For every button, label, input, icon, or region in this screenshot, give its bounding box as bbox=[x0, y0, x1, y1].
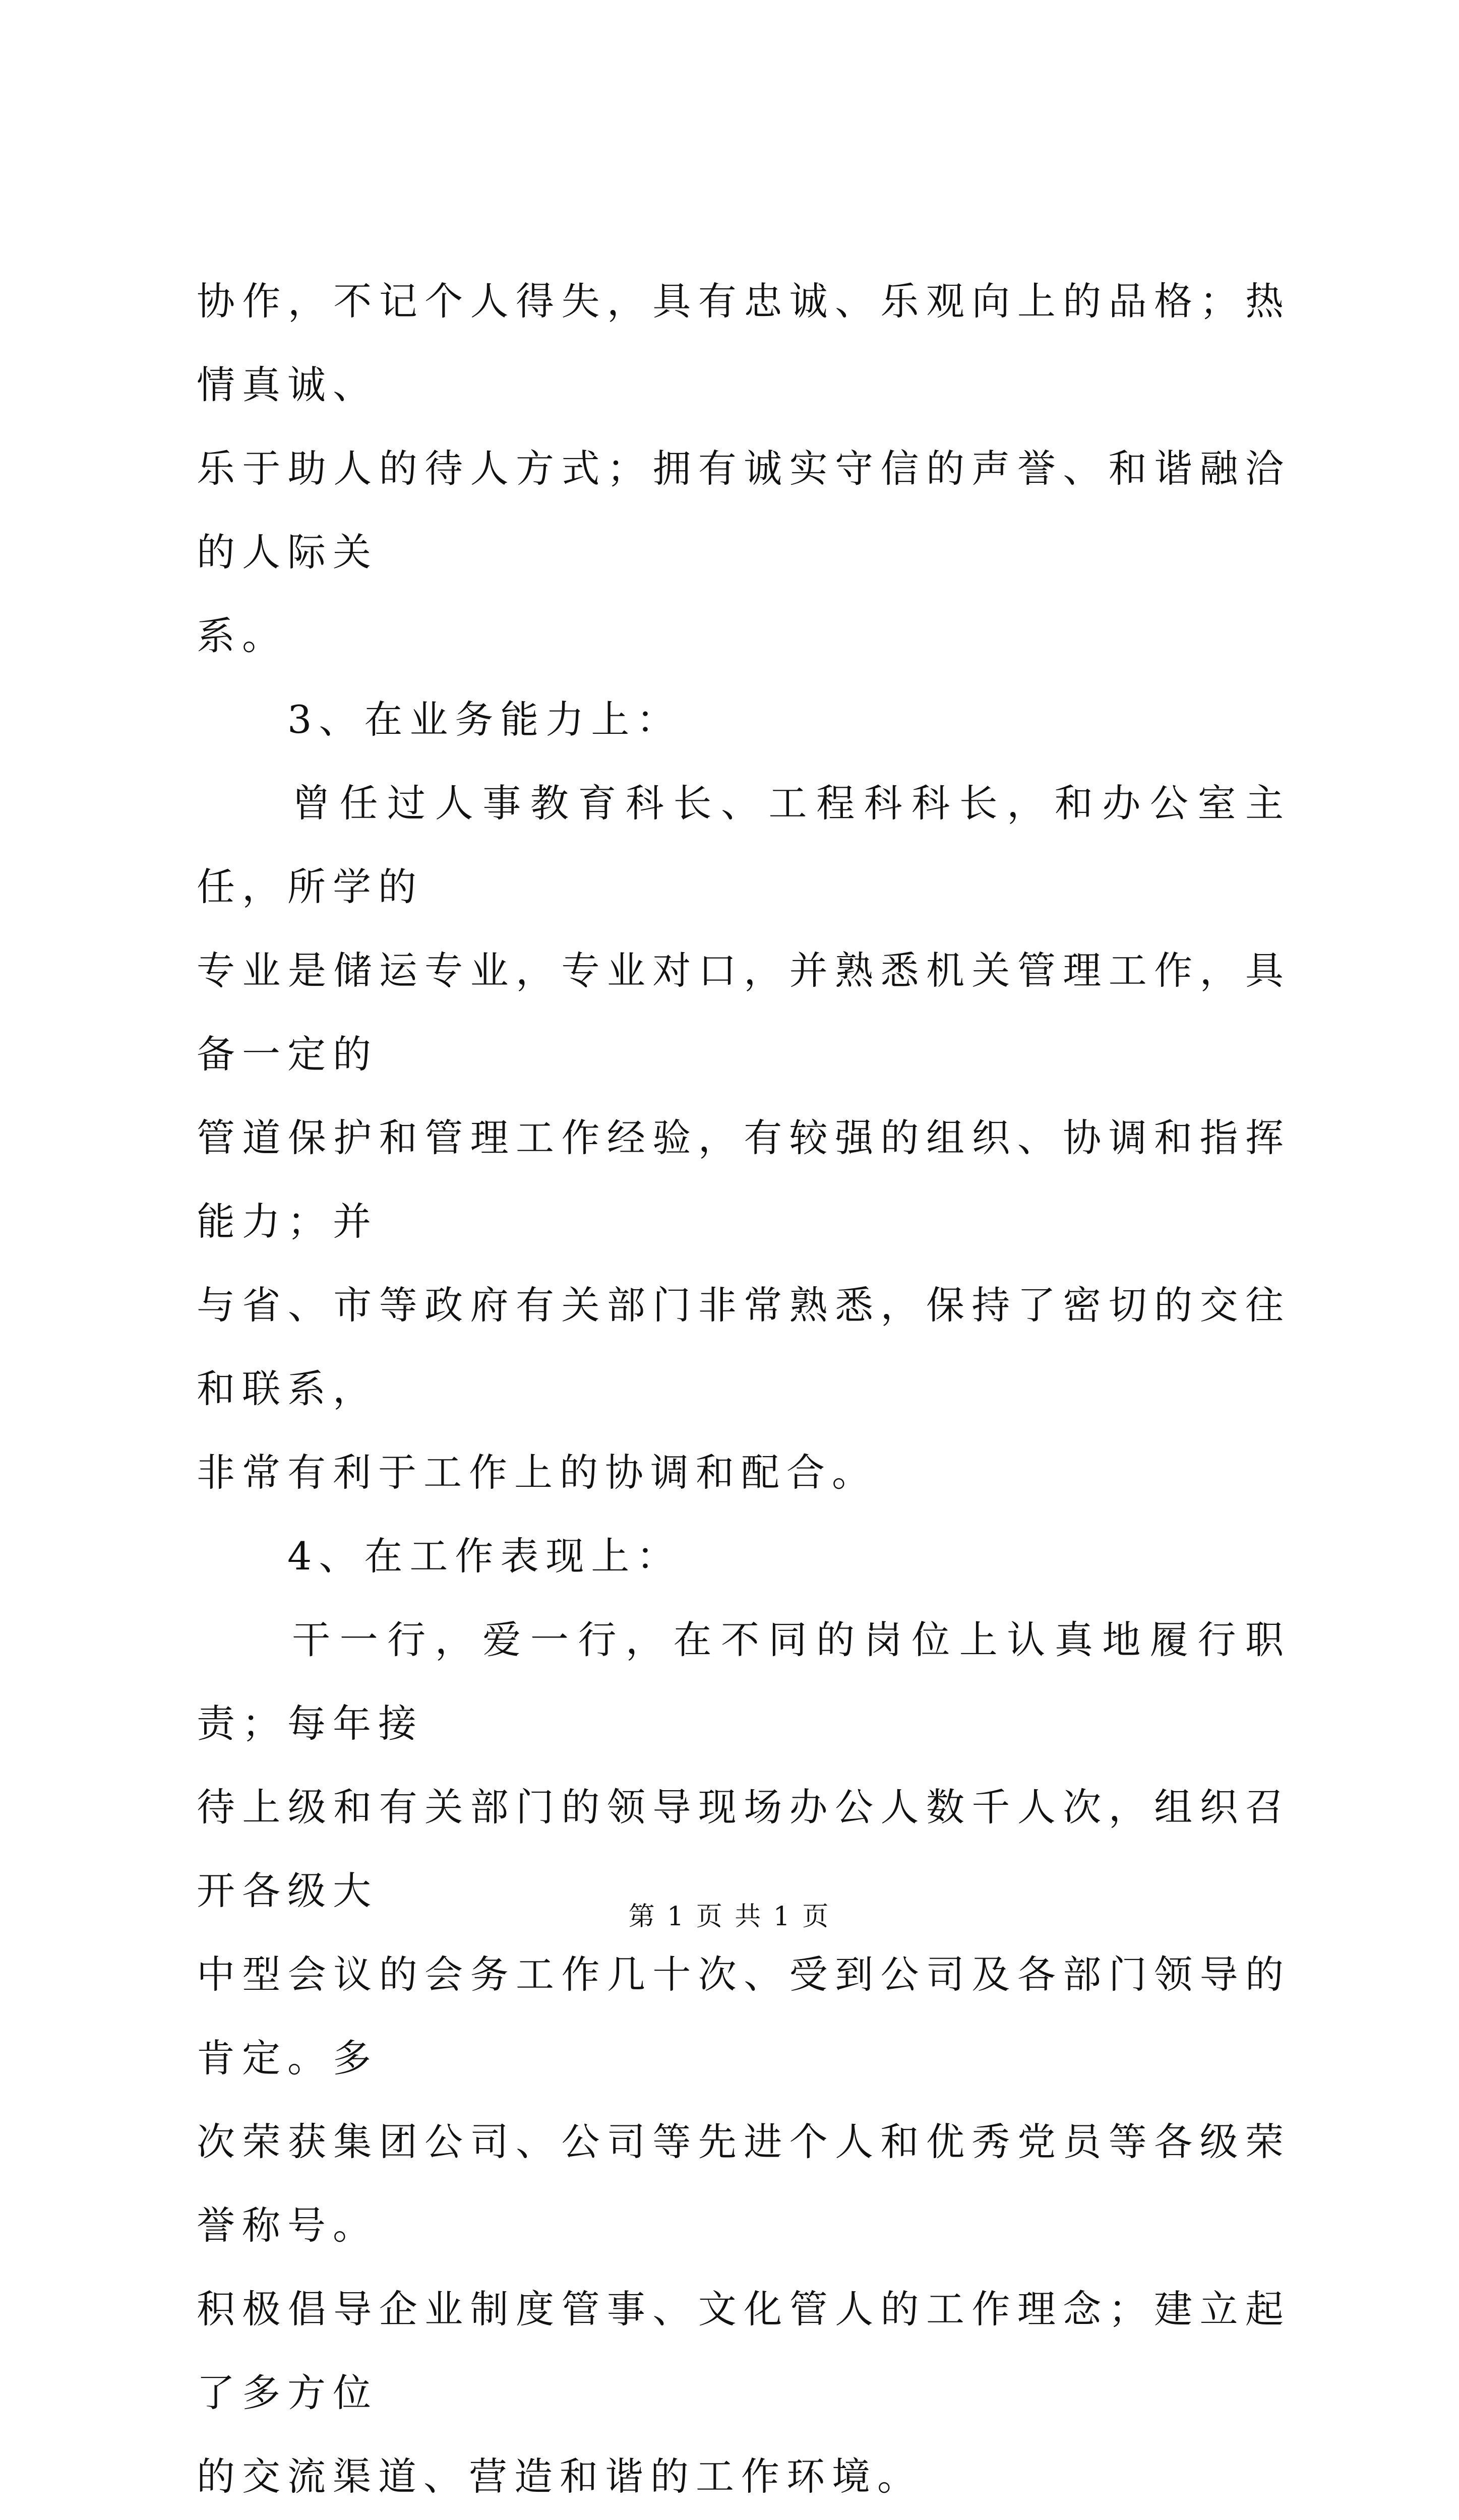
section-heading bbox=[197, 2518, 1291, 2520]
text-line: 管道保护和管理工作经验，有较强的组织、协调和指挥能力；并 bbox=[197, 1115, 1291, 1244]
text-line: 中型会议的会务工作几十次、受到公司及各部门领导的肯定。多 bbox=[197, 1952, 1291, 2081]
text-line: 曾任过人事教育科长、工程科科长，和办公室主任，所学的 bbox=[197, 781, 1291, 909]
text-line: 待上级和有关部门的领导现场办公人数千人次，组织召开各级大 bbox=[197, 1785, 1291, 1913]
text-line: 与省、市等政府有关部门非常熟悉，保持了密切的交往和联系， bbox=[197, 1283, 1291, 1411]
body-text bbox=[197, 260, 1291, 2520]
section-heading: 4、在工作表现上： bbox=[197, 1534, 682, 1579]
text-line: 乐于助人的待人方式；拥有诚实守信的声誉、和谐融洽的人际关 bbox=[197, 446, 1291, 575]
text-line: 次荣获集团公司、公司等先进个人和优秀党员等各级荣誉称号。 bbox=[197, 2119, 1291, 2248]
text-line: 的交流渠道、营造和谐的工作环境。 bbox=[197, 2454, 923, 2499]
text-line: 非常有利于工作上的协调和配合。 bbox=[197, 1450, 877, 1495]
text-line: 系。 bbox=[197, 613, 287, 658]
text-line: 协作，不记个人得失，具有忠诚、乐观向上的品格；热情真诚、 bbox=[197, 279, 1291, 407]
text-line: 专业是储运专业，专业对口，并熟悉机关管理工作，具备一定的 bbox=[197, 948, 1291, 1077]
page-footer: 第 1 页 共 1 页 bbox=[628, 1902, 831, 1932]
text-line: 积极倡导企业制度管事、文化管人的工作理念；建立起了多方位 bbox=[197, 2287, 1291, 2415]
text-line: 干一行，爱一行，在不同的岗位上认真地履行职责；每年接 bbox=[197, 1617, 1291, 1746]
section-heading: 3、在业务能力上： bbox=[197, 697, 682, 742]
